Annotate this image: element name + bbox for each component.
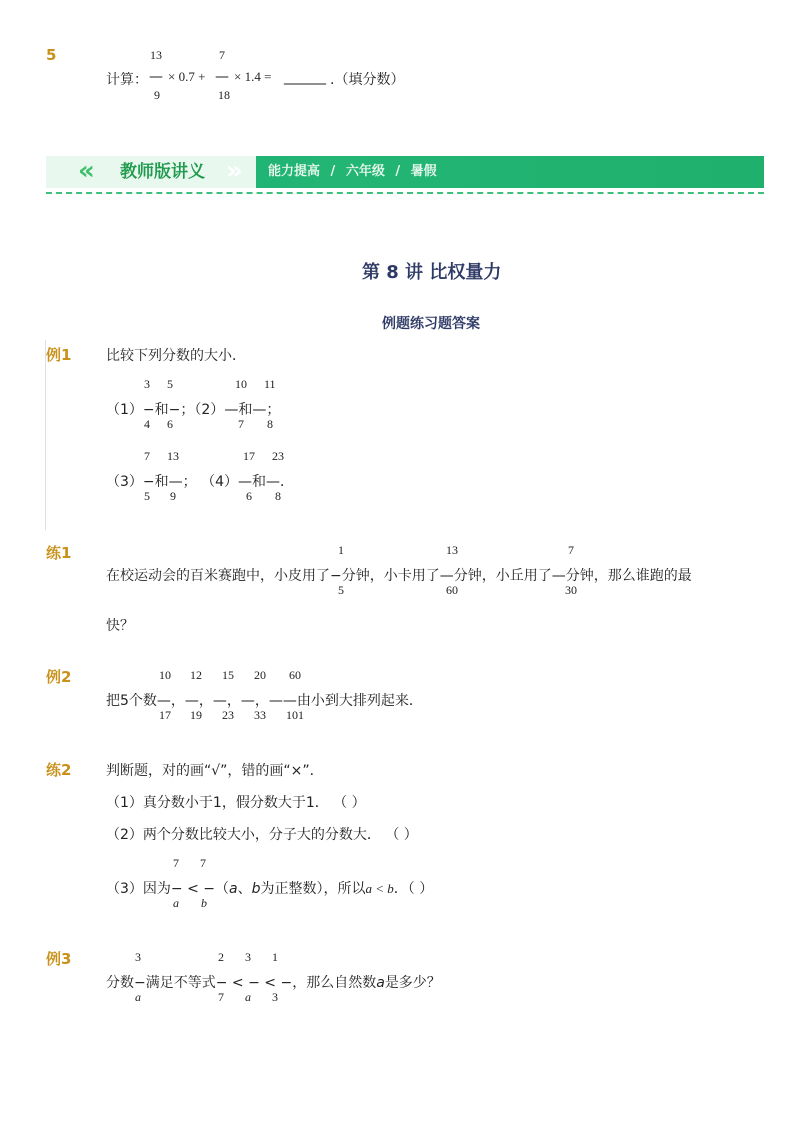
- example-label: 例3: [46, 950, 72, 968]
- fraction-denominator: 19: [190, 708, 202, 722]
- breadcrumb-separator: /: [330, 164, 336, 179]
- chevrons-right-icon: »: [226, 156, 243, 186]
- fraction-denominator: b: [201, 896, 207, 910]
- fraction-numerator: 7: [173, 856, 179, 870]
- fraction-denominator: 8: [275, 489, 281, 503]
- statement-1: （1）真分数小于1，假分数大于1． （ ）: [106, 795, 366, 811]
- fraction-numerator: 13: [167, 449, 179, 463]
- fraction-denominator: 60: [446, 583, 458, 597]
- fraction-denominator: 30: [565, 583, 577, 597]
- answer-blank: ______: [284, 69, 326, 85]
- banner-title: 教师版讲义: [120, 162, 205, 182]
- fraction-denominator: a: [135, 990, 141, 1004]
- fraction-numerator: 7: [568, 543, 574, 557]
- fraction-denominator: 18: [218, 88, 230, 102]
- practice-text: 在校运动会的百米赛跑中，小皮用了−分钟，小卡用了—分钟，小丘用了—分钟，那么谁跑的最: [106, 568, 692, 584]
- operator-text: × 1.4 =: [234, 69, 272, 84]
- page-subtitle: 例题练习题答案: [382, 316, 480, 332]
- fraction-numerator: 23: [272, 449, 284, 463]
- fraction-denominator: 5: [144, 489, 150, 503]
- fraction-denominator: 17: [159, 708, 171, 722]
- item-1: （1）−和−；（2）—和—；: [106, 402, 281, 418]
- fraction-numerator: 1: [272, 950, 278, 964]
- fraction-denominator: 3: [272, 990, 278, 1004]
- fraction-bar: —: [215, 69, 229, 85]
- breadcrumb-item: 能力提高: [268, 164, 321, 179]
- fraction-denominator: 7: [238, 417, 244, 431]
- practice-text-cont: 快？: [106, 618, 134, 634]
- breadcrumb-item: 暑假: [410, 164, 437, 179]
- calc-label: 计算：: [106, 72, 148, 88]
- fraction-denominator: 101: [286, 708, 304, 722]
- fraction-numerator: 10: [235, 377, 247, 391]
- fraction-numerator: 7: [219, 48, 225, 62]
- fraction-numerator: 5: [167, 377, 173, 391]
- question-number: 5: [46, 46, 57, 64]
- fraction-numerator: 3: [245, 950, 251, 964]
- fraction-numerator: 60: [289, 668, 301, 682]
- breadcrumb-item: 六年级: [345, 164, 385, 179]
- fraction-denominator: 4: [144, 417, 150, 431]
- fraction-numerator: 11: [264, 377, 276, 391]
- practice-intro: 判断题，对的画“√”，错的画“×”．: [106, 763, 324, 779]
- example-text: 比较下列分数的大小．: [106, 348, 246, 364]
- breadcrumb: [268, 156, 443, 188]
- statement-2: （2）两个分数比较大小，分子大的分数大． （ ）: [106, 827, 418, 843]
- fraction-numerator: 15: [222, 668, 234, 682]
- fraction-denominator: 6: [167, 417, 173, 431]
- chevrons-left-icon: «: [78, 156, 95, 186]
- fraction-denominator: 6: [246, 489, 252, 503]
- fraction-numerator: 2: [218, 950, 224, 964]
- page-title: 第 8 讲 比权量力: [362, 262, 502, 283]
- example-text: 把5个数—，—，—，—，——由小到大排列起来．: [106, 693, 423, 709]
- example-label: 例1: [46, 346, 72, 364]
- fraction-bar: —: [149, 69, 163, 85]
- practice-label: 练1: [46, 544, 72, 562]
- fraction-denominator: 5: [338, 583, 344, 597]
- item-2: （3）−和—； （4）—和—．: [106, 474, 295, 490]
- fraction-numerator: 20: [254, 668, 266, 682]
- fraction-denominator: 7: [218, 990, 224, 1004]
- example-label: 例2: [46, 668, 72, 686]
- divider: [46, 192, 764, 194]
- fraction-numerator: 7: [144, 449, 150, 463]
- fraction-denominator: a: [173, 896, 179, 910]
- fraction-numerator: 13: [446, 543, 458, 557]
- fraction-denominator: 9: [154, 88, 160, 102]
- fraction-numerator: 7: [200, 856, 206, 870]
- breadcrumb-separator: /: [395, 164, 401, 179]
- fraction-numerator: 12: [190, 668, 202, 682]
- operator-text: × 0.7 +: [168, 69, 206, 84]
- fraction-numerator: 1: [338, 543, 344, 557]
- statement-3: （3）因为− < −（a、b为正整数），所以a < b．（ ）: [106, 881, 434, 897]
- fraction-numerator: 3: [135, 950, 141, 964]
- answer-hint: .（填分数）: [330, 72, 405, 88]
- fraction-numerator: 13: [150, 48, 162, 62]
- fraction-numerator: 17: [243, 449, 255, 463]
- fraction-numerator: 10: [159, 668, 171, 682]
- fraction-denominator: 8: [267, 417, 273, 431]
- fraction-denominator: 33: [254, 708, 266, 722]
- fraction-denominator: 9: [170, 489, 176, 503]
- example-text: 分数−满足不等式− < − < −，那么自然数a是多少？: [106, 975, 441, 991]
- margin-rule: [45, 340, 46, 530]
- fraction-denominator: 23: [222, 708, 234, 722]
- fraction-denominator: a: [245, 990, 251, 1004]
- fraction-numerator: 3: [144, 377, 150, 391]
- practice-label: 练2: [46, 761, 72, 779]
